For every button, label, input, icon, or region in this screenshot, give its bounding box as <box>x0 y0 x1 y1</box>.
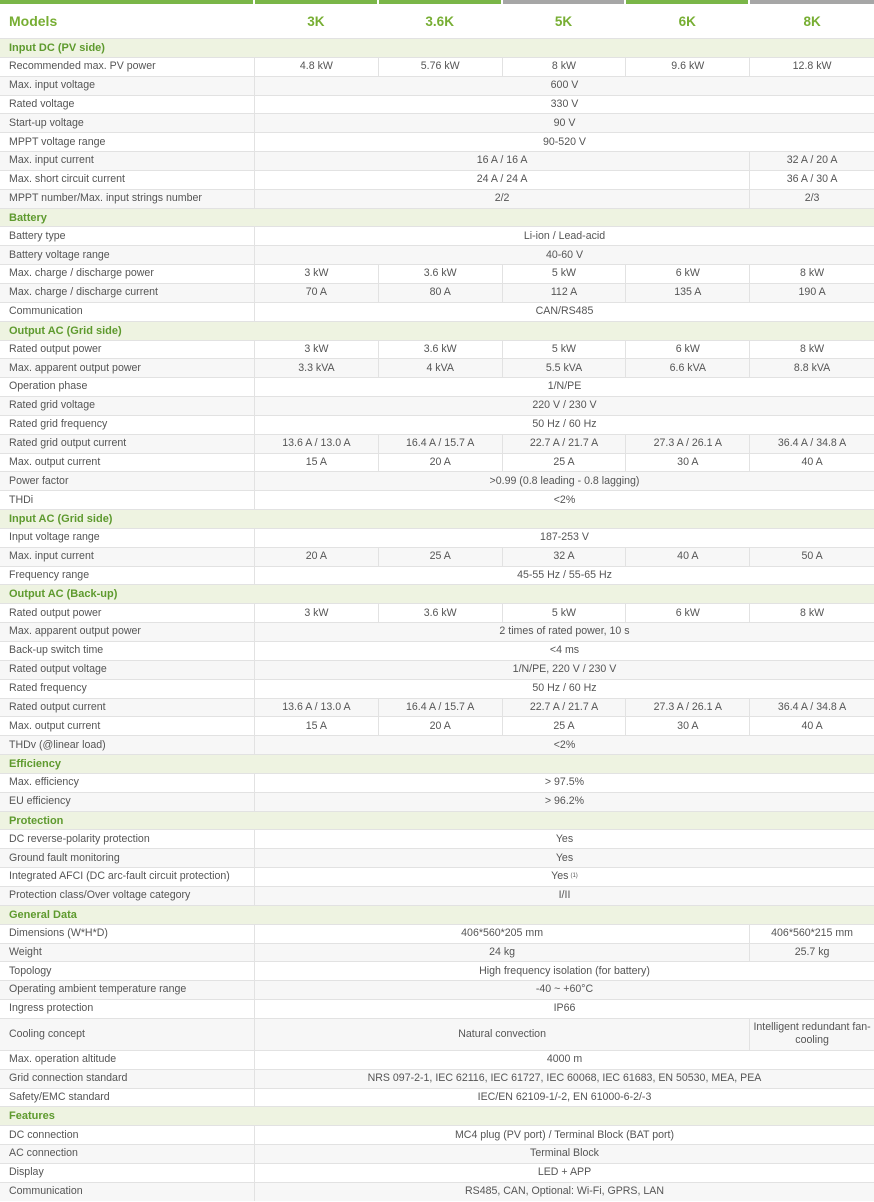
spec-value: 112 A <box>503 284 627 302</box>
spec-value: 25 A <box>503 454 627 472</box>
spec-label: Communication <box>0 303 255 321</box>
spec-value: > 97.5% <box>544 776 585 789</box>
spec-value: 45-55 Hz / 55-65 Hz <box>517 568 612 581</box>
spec-value: NRS 097-2-1, IEC 62116, IEC 61727, IEC 60068, IEC 61683, EN 50530, MEA, PEA <box>367 1072 762 1085</box>
spec-row <box>0 490 874 509</box>
spec-row <box>0 151 874 170</box>
spec-value: 2/3 <box>804 192 820 205</box>
section-header: Output AC (Back-up) <box>0 584 874 603</box>
spec-value: Yes <box>555 832 574 845</box>
spec-value: 8 kW <box>800 267 825 280</box>
spec-value: > 96.2% <box>544 795 585 808</box>
spec-value: 190 A <box>798 286 826 299</box>
footnote-marker: (1) <box>570 873 578 880</box>
spec-value: 70 A <box>255 284 379 302</box>
spec-label: Max. apparent output power <box>0 359 255 377</box>
spec-label: THDv (@linear load) <box>0 736 255 754</box>
spec-label: Frequency range <box>0 567 255 585</box>
spec-row <box>0 547 874 566</box>
spec-label: DC reverse-polarity protection <box>0 830 255 848</box>
spec-value: 36 A / 30 A <box>786 173 838 186</box>
spec-label: Rated frequency <box>0 680 255 698</box>
section-header: Protection <box>0 811 874 830</box>
spec-row <box>0 471 874 490</box>
spec-row <box>0 961 874 980</box>
spec-value: 90 V <box>553 116 576 129</box>
spec-row <box>0 1144 874 1163</box>
spec-value: 330 V <box>550 97 579 110</box>
spec-row <box>0 848 874 867</box>
spec-value: 4000 m <box>546 1053 583 1066</box>
spec-value: IP66 <box>553 1002 576 1015</box>
spec-value: RS485, CAN, Optional: Wi-Fi, GPRS, LAN <box>465 1185 664 1198</box>
section-header: Features <box>0 1106 874 1125</box>
spec-row <box>0 434 874 453</box>
spec-value: 50 A <box>801 550 823 563</box>
spec-value: 8.8 kVA <box>793 361 831 374</box>
spec-value: 5 kW <box>503 604 627 622</box>
spec-label: Operating ambient temperature range <box>0 981 255 999</box>
spec-value: 9.6 kW <box>626 58 750 76</box>
spec-row <box>0 980 874 999</box>
spec-value: 15 A <box>255 717 379 735</box>
spec-value: 5.76 kW <box>379 58 503 76</box>
spec-label: Max. charge / discharge current <box>0 284 255 302</box>
spec-value: 22.7 A / 21.7 A <box>503 435 627 453</box>
spec-label: Rated output voltage <box>0 661 255 679</box>
spec-value: I/II <box>558 889 571 902</box>
spec-value: 20 A <box>379 717 503 735</box>
spec-row <box>0 1069 874 1088</box>
section-header: Battery <box>0 208 874 227</box>
spec-value: 50 Hz / 60 Hz <box>532 681 597 694</box>
spec-label: Max. input voltage <box>0 77 255 95</box>
spec-value: 32 A / 20 A <box>786 154 838 167</box>
spec-label: Start-up voltage <box>0 114 255 132</box>
spec-row <box>0 716 874 735</box>
spec-label: Battery voltage range <box>0 246 255 264</box>
spec-row <box>0 1050 874 1069</box>
spec-value: 6.6 kVA <box>626 359 750 377</box>
spec-label: Back-up switch time <box>0 642 255 660</box>
spec-label: Dimensions (W*H*D) <box>0 925 255 943</box>
spec-label: MPPT number/Max. input strings number <box>0 190 255 208</box>
spec-row <box>0 566 874 585</box>
spec-label: Integrated AFCI (DC arc-fault circuit protection) <box>0 868 255 886</box>
spec-value: 30 A <box>626 717 750 735</box>
spec-row <box>0 603 874 622</box>
spec-label: Max. charge / discharge power <box>0 265 255 283</box>
spec-row <box>0 792 874 811</box>
spec-row <box>0 924 874 943</box>
model-column-3k: 3K <box>255 0 377 38</box>
spec-row <box>0 1163 874 1182</box>
spec-row <box>0 735 874 754</box>
spec-label: Max. operation altitude <box>0 1051 255 1069</box>
model-column-8k: 8K <box>750 0 874 38</box>
spec-value: 1/N/PE, 220 V / 230 V <box>512 663 617 676</box>
spec-row <box>0 189 874 208</box>
spec-value: 16 A / 16 A <box>255 152 750 170</box>
spec-row <box>0 95 874 114</box>
spec-value: 5 kW <box>503 341 627 359</box>
section-header: Output AC (Grid side) <box>0 321 874 340</box>
spec-value: 32 A <box>503 548 627 566</box>
spec-label: Power factor <box>0 472 255 490</box>
spec-value: Li-ion / Lead-acid <box>523 229 606 242</box>
spec-label: Input voltage range <box>0 529 255 547</box>
spec-label: Max. apparent output power <box>0 623 255 641</box>
spec-value: 40 A <box>626 548 750 566</box>
spec-value: 4.8 kW <box>255 58 379 76</box>
spec-row <box>0 773 874 792</box>
spec-value: 3 kW <box>255 341 379 359</box>
spec-label: Ground fault monitoring <box>0 849 255 867</box>
spec-row <box>0 76 874 95</box>
spec-value: 1/N/PE <box>547 380 582 393</box>
spec-row <box>0 1088 874 1107</box>
spec-value: 80 A <box>379 284 503 302</box>
spec-value: <2% <box>553 493 576 506</box>
spec-row <box>0 829 874 848</box>
spec-value: 24 kg <box>255 944 750 962</box>
models-header <box>0 0 874 38</box>
spec-label: Recommended max. PV power <box>0 58 255 76</box>
spec-row <box>0 886 874 905</box>
spec-value: 30 A <box>626 454 750 472</box>
spec-label: Max. output current <box>0 454 255 472</box>
spec-row <box>0 283 874 302</box>
spec-value: Yes <box>555 851 574 864</box>
spec-label: Ingress protection <box>0 1000 255 1018</box>
spec-label: Operation phase <box>0 378 255 396</box>
spec-label: Rated grid voltage <box>0 397 255 415</box>
spec-label: Rated output current <box>0 699 255 717</box>
spec-value: 2/2 <box>255 190 750 208</box>
spec-value: High frequency isolation (for battery) <box>479 964 650 977</box>
spec-label: Rated grid output current <box>0 435 255 453</box>
spec-value: 90-520 V <box>543 135 586 148</box>
spec-row <box>0 358 874 377</box>
spec-label: Max. efficiency <box>0 774 255 792</box>
spec-row <box>0 999 874 1018</box>
spec-label: Max. output current <box>0 717 255 735</box>
spec-value: 16.4 A / 15.7 A <box>379 435 503 453</box>
spec-value: 8 kW <box>503 58 627 76</box>
spec-row <box>0 113 874 132</box>
section-header: Input DC (PV side) <box>0 38 874 57</box>
spec-value: Terminal Block <box>530 1147 599 1160</box>
spec-value: 406*560*205 mm <box>255 925 750 943</box>
spec-value: Natural convection <box>255 1019 750 1050</box>
spec-value: 3.6 kW <box>379 604 503 622</box>
section-header: General Data <box>0 905 874 924</box>
spec-value: 3 kW <box>255 604 379 622</box>
spec-label: EU efficiency <box>0 793 255 811</box>
spec-row <box>0 377 874 396</box>
spec-value: 5 kW <box>503 265 627 283</box>
spec-row <box>0 641 874 660</box>
spec-value: 16.4 A / 15.7 A <box>379 699 503 717</box>
spec-row <box>0 453 874 472</box>
spec-label: Display <box>0 1164 255 1182</box>
spec-value: 40 A <box>801 719 823 732</box>
spec-label: Rated output power <box>0 341 255 359</box>
spec-value: <2% <box>553 738 576 751</box>
spec-value: 220 V / 230 V <box>532 399 597 412</box>
spec-value: IEC/EN 62109-1/-2, EN 61000-6-2/-3 <box>477 1090 652 1103</box>
spec-value: 20 A <box>255 548 379 566</box>
spec-value: 25 A <box>379 548 503 566</box>
spec-value: 2 times of rated power, 10 s <box>499 625 630 638</box>
spec-label: Battery type <box>0 227 255 245</box>
spec-row <box>0 622 874 641</box>
spec-value: 20 A <box>379 454 503 472</box>
spec-row <box>0 943 874 962</box>
spec-value: 27.3 A / 26.1 A <box>626 435 750 453</box>
model-column-5k: 5K <box>503 0 625 38</box>
spec-label: Safety/EMC standard <box>0 1089 255 1107</box>
model-column-6k: 6K <box>626 0 748 38</box>
spec-row <box>0 340 874 359</box>
spec-row <box>0 1125 874 1144</box>
spec-label: Topology <box>0 962 255 980</box>
spec-label: THDi <box>0 491 255 509</box>
spec-value: Intelligent redundant fan-cooling <box>753 1021 871 1047</box>
spec-label: Max. input current <box>0 152 255 170</box>
spec-row <box>0 245 874 264</box>
spec-value: 8 kW <box>800 606 825 619</box>
spec-value: 600 V <box>550 78 579 91</box>
spec-value: LED + APP <box>537 1166 592 1179</box>
section-header: Input AC (Grid side) <box>0 509 874 528</box>
spec-value: 187-253 V <box>540 531 589 544</box>
spec-label: Rated grid frequency <box>0 416 255 434</box>
spec-value: CAN/RS485 <box>535 305 594 318</box>
spec-value: 135 A <box>626 284 750 302</box>
spec-row <box>0 415 874 434</box>
spec-value: 3.6 kW <box>379 265 503 283</box>
spec-value: 3 kW <box>255 265 379 283</box>
model-column-3.6k: 3.6K <box>379 0 501 38</box>
spec-value: 40-60 V <box>545 248 584 261</box>
spec-label: DC connection <box>0 1126 255 1144</box>
spec-value: >0.99 (0.8 leading - 0.8 lagging) <box>489 474 640 487</box>
spec-value: 15 A <box>255 454 379 472</box>
spec-value: 8 kW <box>800 342 825 355</box>
spec-value: 6 kW <box>626 341 750 359</box>
spec-value: Yes (1) <box>551 870 578 883</box>
spec-label: Rated voltage <box>0 96 255 114</box>
spec-row <box>0 396 874 415</box>
spec-row <box>0 302 874 321</box>
spec-value: 3.6 kW <box>379 341 503 359</box>
spec-value: 6 kW <box>626 604 750 622</box>
spec-value: 13.6 A / 13.0 A <box>255 699 379 717</box>
spec-value: 5.5 kVA <box>503 359 627 377</box>
spec-row <box>0 698 874 717</box>
spec-label: Cooling concept <box>0 1019 255 1050</box>
spec-row <box>0 1182 874 1201</box>
spec-label: Max. short circuit current <box>0 171 255 189</box>
spec-value: 13.6 A / 13.0 A <box>255 435 379 453</box>
spec-row <box>0 1018 874 1050</box>
spec-row <box>0 867 874 886</box>
spec-row <box>0 57 874 76</box>
spec-label: MPPT voltage range <box>0 133 255 151</box>
spec-value: 4 kVA <box>379 359 503 377</box>
spec-label: Protection class/Over voltage category <box>0 887 255 905</box>
spec-row <box>0 679 874 698</box>
spec-value: 3.3 kVA <box>255 359 379 377</box>
spec-value: 36.4 A / 34.8 A <box>777 437 847 450</box>
spec-label: Weight <box>0 944 255 962</box>
spec-row <box>0 660 874 679</box>
spec-value: 40 A <box>801 455 823 468</box>
spec-label: AC connection <box>0 1145 255 1163</box>
spec-label: Communication <box>0 1183 255 1201</box>
spec-row <box>0 132 874 151</box>
spec-row <box>0 170 874 189</box>
spec-value: 25.7 kg <box>794 945 830 958</box>
spec-value: 24 A / 24 A <box>255 171 750 189</box>
spec-value: 50 Hz / 60 Hz <box>532 418 597 431</box>
spec-value: 25 A <box>503 717 627 735</box>
spec-value: 22.7 A / 21.7 A <box>503 699 627 717</box>
spec-value: <4 ms <box>549 644 580 657</box>
spec-row <box>0 528 874 547</box>
models-label: Models <box>0 0 253 38</box>
spec-value: 12.8 kW <box>792 60 832 73</box>
spec-label: Grid connection standard <box>0 1070 255 1088</box>
spec-value: 27.3 A / 26.1 A <box>626 699 750 717</box>
spec-value: 6 kW <box>626 265 750 283</box>
spec-row <box>0 226 874 245</box>
spec-value: MC4 plug (PV port) / Terminal Block (BAT port) <box>454 1128 674 1141</box>
spec-value: 406*560*215 mm <box>771 926 854 939</box>
spec-label: Rated output power <box>0 604 255 622</box>
spec-row <box>0 264 874 283</box>
spec-label: Max. input current <box>0 548 255 566</box>
section-header: Efficiency <box>0 754 874 773</box>
spec-value: 36.4 A / 34.8 A <box>777 700 847 713</box>
spec-value: -40 ~ +60°C <box>535 983 594 996</box>
